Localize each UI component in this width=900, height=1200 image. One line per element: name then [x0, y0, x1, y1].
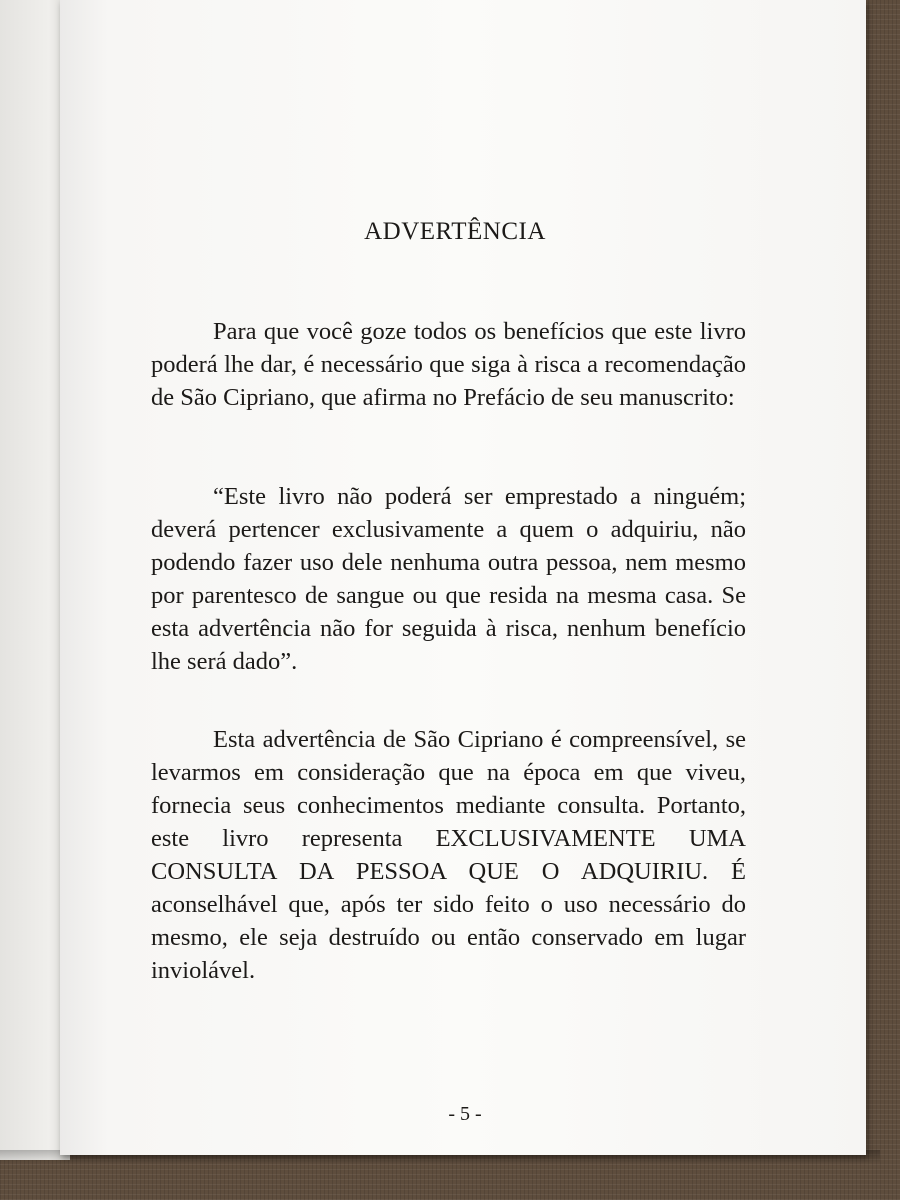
book-page: [60, 0, 866, 1155]
page-number: - 5 -: [448, 1103, 482, 1125]
paragraph-explanation: Esta advertência de São Cipriano é compreensível, se levarmos em consideração que na época em que viveu, fornecia seus conhecimentos mediante consulta. Portanto, este livro representa EXCLUSIVAMENTE UMA CONSULTA DA PESSOA QUE O ADQUIRIU. É aconselhável que, após ter sido feito o uso necessário do mesmo, ele seja destruído ou então conservado em lugar inviolável.: [151, 726, 746, 984]
paragraph-quote: “Este livro não poderá ser emprestado a ninguém; deverá pertencer exclusivamente a quem o adquiriu, não podendo fazer uso dele nenhuma outra pessoa, nem mesmo por parentesco de sangue ou que resida na mesma casa. Se esta advertência não for seguida à risca, nenhum benefício lhe será dado”.: [151, 483, 746, 675]
page-title: ADVERTÊNCIA: [364, 218, 546, 245]
paragraph-intro: Para que você goze todos os benefícios que este livro poderá lhe dar, é necessário que siga à risca a recomendação de São Cipriano, que afirma no Prefácio de seu manuscrito:: [151, 318, 746, 411]
